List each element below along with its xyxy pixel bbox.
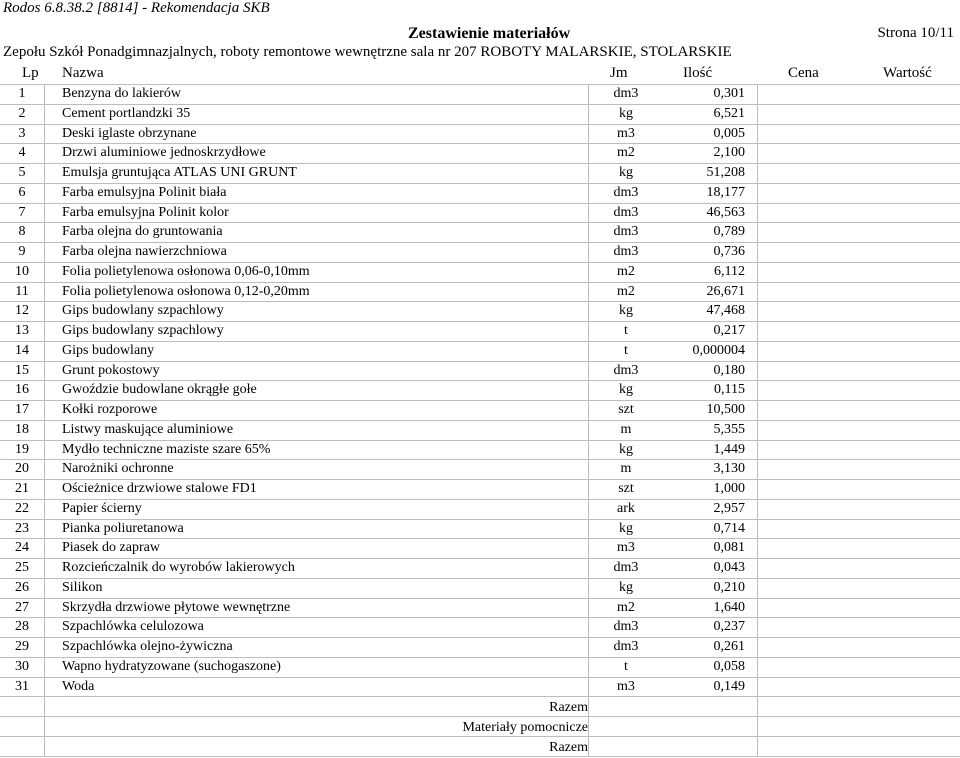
- row-name: Emulsja gruntująca ATLAS UNI GRUNT: [62, 165, 297, 180]
- table-row: [0, 440, 960, 460]
- row-unit: ark: [617, 500, 635, 516]
- table-row: [0, 262, 960, 282]
- row-divider: [0, 84, 960, 85]
- row-name: Papier ścierny: [62, 500, 142, 516]
- table-row: [0, 124, 960, 144]
- row-qty: 26,671: [706, 283, 745, 299]
- row-unit: m: [620, 461, 632, 477]
- row-name: Rozcieńczalnik do wyrobów lakierowych: [62, 560, 295, 575]
- table-row: [0, 84, 960, 104]
- row-qty: 6,521: [713, 105, 745, 121]
- row-lp: 26: [15, 579, 29, 595]
- row-lp: 22: [15, 500, 29, 516]
- table-row: [0, 459, 960, 479]
- table-row: [0, 420, 960, 440]
- row-unit: m3: [617, 540, 635, 556]
- row-divider: [0, 203, 960, 204]
- row-unit: dm3: [613, 204, 639, 220]
- row-qty: 1,000: [713, 481, 745, 496]
- page-number: Strona 10/11: [877, 25, 954, 41]
- table-row: [0, 617, 960, 637]
- row-name: Benzyna do lakierów: [62, 86, 181, 101]
- row-divider: [0, 104, 960, 105]
- row-name: Kołki rozporowe: [62, 402, 158, 417]
- row-unit: kg: [619, 105, 633, 121]
- row-unit: dm3: [613, 560, 639, 575]
- row-qty: 0,301: [713, 86, 745, 101]
- row-unit: m2: [617, 599, 635, 615]
- total-label: Razem: [549, 700, 588, 715]
- col-price: Cena: [788, 65, 819, 81]
- col-qty: Ilość: [683, 65, 713, 81]
- row-lp: 8: [18, 224, 26, 240]
- row-divider: [0, 380, 960, 381]
- aux-materials-row: [0, 718, 960, 738]
- row-name: Piasek do zapraw: [62, 540, 160, 556]
- row-unit: kg: [619, 303, 633, 319]
- table-row: [0, 558, 960, 578]
- row-qty: 0,058: [713, 658, 745, 674]
- row-name: Grunt pokostowy: [62, 362, 160, 378]
- row-name: Skrzydła drzwiowe płytowe wewnętrzne: [62, 599, 291, 615]
- row-lp: 28: [15, 619, 29, 635]
- row-divider: [0, 400, 960, 401]
- row-divider: [0, 163, 960, 164]
- row-name: Gips budowlany szpachlowy: [62, 303, 224, 319]
- row-name: Szpachlówka olejno-żywiczna: [62, 639, 233, 654]
- row-name: Mydło techniczne maziste szare 65%: [62, 441, 271, 457]
- row-qty: 0,789: [713, 224, 745, 240]
- grand-total-row: [0, 738, 960, 758]
- row-name: Wapno hydratyzowane (suchogaszone): [62, 658, 281, 674]
- table-row: [0, 578, 960, 598]
- table-row: [0, 242, 960, 262]
- row-lp: 25: [15, 560, 29, 575]
- row-qty: 5,355: [713, 421, 745, 437]
- row-qty: 47,468: [706, 303, 745, 319]
- table-row: [0, 519, 960, 539]
- row-divider: [0, 262, 960, 263]
- row-lp: 29: [15, 639, 29, 654]
- row-unit: m2: [617, 263, 635, 279]
- row-lp: 1: [18, 86, 26, 101]
- row-name: Narożniki ochronne: [62, 461, 174, 477]
- table-row: [0, 341, 960, 361]
- document-title: Zestawienie materiałów: [408, 25, 571, 42]
- row-lp: 30: [15, 658, 29, 674]
- table-row: [0, 321, 960, 341]
- row-qty: 0,005: [713, 125, 745, 141]
- row-name: Folia polietylenowa osłonowa 0,06-0,10mm: [62, 263, 310, 279]
- row-divider: [0, 321, 960, 322]
- row-unit: m: [620, 421, 632, 437]
- row-divider: [0, 420, 960, 421]
- row-divider: [0, 440, 960, 441]
- row-lp: 15: [15, 362, 29, 378]
- row-name: Gwoździe budowlane okrągłe gołe: [62, 382, 257, 398]
- row-qty: 0,043: [713, 560, 745, 575]
- row-name: Pianka poliuretanowa: [62, 520, 184, 536]
- table-row: [0, 380, 960, 400]
- row-name: Farba olejna do gruntowania: [62, 224, 223, 240]
- row-qty: 0,261: [713, 639, 745, 654]
- row-qty: 46,563: [706, 204, 745, 220]
- row-divider: [0, 499, 960, 500]
- row-unit: t: [624, 658, 628, 674]
- table-row: [0, 143, 960, 163]
- table-row: [0, 400, 960, 420]
- table-row: [0, 301, 960, 321]
- row-name: Gips budowlany szpachlowy: [62, 323, 224, 338]
- row-lp: 17: [15, 402, 29, 417]
- table-row: [0, 222, 960, 242]
- row-divider: [0, 558, 960, 559]
- row-divider: [0, 459, 960, 460]
- row-name: Woda: [62, 678, 95, 694]
- table-row: [0, 538, 960, 558]
- row-divider: [0, 578, 960, 579]
- row-divider: [0, 361, 960, 362]
- row-unit: szt: [618, 402, 634, 417]
- row-divider: [0, 222, 960, 223]
- row-name: Silikon: [62, 579, 103, 595]
- row-qty: 18,177: [706, 184, 745, 200]
- row-qty: 0,180: [713, 362, 745, 378]
- row-name: Ościeżnice drzwiowe stalowe FD1: [62, 481, 257, 496]
- row-unit: szt: [618, 481, 634, 496]
- grand-total-label: Razem: [549, 740, 588, 755]
- table-row: [0, 598, 960, 618]
- row-qty: 6,112: [714, 263, 745, 279]
- row-unit: dm3: [613, 639, 639, 654]
- row-unit: kg: [619, 441, 633, 457]
- row-lp: 3: [18, 125, 26, 141]
- row-lp: 13: [15, 323, 29, 338]
- row-unit: kg: [619, 579, 633, 595]
- table-header: [0, 65, 960, 85]
- row-qty: 10,500: [706, 402, 745, 417]
- row-lp: 10: [15, 263, 29, 279]
- table-row: [0, 163, 960, 183]
- row-unit: m2: [617, 145, 635, 161]
- table-row: [0, 361, 960, 381]
- row-divider: [0, 479, 960, 480]
- column-divider: [44, 84, 45, 756]
- row-name: Folia polietylenowa osłonowa 0,12-0,20mm: [62, 283, 310, 299]
- materials-table: [0, 84, 960, 696]
- table-row: [0, 282, 960, 302]
- column-divider: [588, 84, 589, 756]
- row-qty: 51,208: [706, 165, 745, 180]
- table-row: [0, 479, 960, 499]
- row-lp: 9: [18, 244, 26, 259]
- table-row: [0, 499, 960, 519]
- row-lp: 6: [18, 184, 26, 200]
- row-qty: 0,149: [713, 678, 745, 694]
- row-divider: [0, 301, 960, 302]
- row-divider: [0, 143, 960, 144]
- app-title: Rodos 6.8.38.2 [8814] - Rekomendacja SKB: [3, 0, 270, 16]
- row-lp: 21: [15, 481, 29, 496]
- row-divider: [0, 242, 960, 243]
- row-lp: 5: [18, 165, 26, 180]
- row-qty: 0,217: [713, 323, 745, 338]
- table-row: [0, 657, 960, 677]
- document-subtitle: Zepołu Szkół Ponadgimnazjalnych, roboty remontowe wewnętrzne sala nr 207 ROBOTY MALARSKIE, STOLARSKIE: [3, 44, 732, 60]
- row-qty: 0,714: [713, 520, 745, 536]
- row-lp: 31: [15, 678, 29, 694]
- row-divider: [0, 519, 960, 520]
- row-lp: 18: [15, 421, 29, 437]
- column-divider: [757, 84, 758, 756]
- col-lp: Lp: [22, 65, 39, 81]
- row-divider: [0, 657, 960, 658]
- row-divider: [0, 637, 960, 638]
- row-unit: m2: [617, 283, 635, 299]
- row-unit: kg: [619, 382, 633, 398]
- row-unit: m3: [617, 678, 635, 694]
- table-row: [0, 677, 960, 697]
- row-unit: t: [624, 342, 628, 358]
- row-lp: 7: [18, 204, 26, 220]
- col-unit: Jm: [610, 65, 628, 81]
- row-name: Farba emulsyjna Polinit biała: [62, 184, 227, 200]
- row-unit: dm3: [613, 184, 639, 200]
- row-divider: [0, 124, 960, 125]
- row-unit: kg: [619, 520, 633, 536]
- row-unit: t: [624, 323, 628, 338]
- row-qty: 0,081: [713, 540, 745, 556]
- total-row: [0, 698, 960, 718]
- row-divider: [0, 677, 960, 678]
- row-name: Cement portlandzki 35: [62, 105, 191, 121]
- row-qty: 2,957: [713, 500, 745, 516]
- row-divider: [0, 341, 960, 342]
- row-divider: [0, 183, 960, 184]
- row-divider: [0, 282, 960, 283]
- table-row: [0, 203, 960, 223]
- row-unit: dm3: [613, 244, 639, 259]
- table-row: [0, 637, 960, 657]
- row-unit: dm3: [613, 224, 639, 240]
- row-name: Farba olejna nawierzchniowa: [62, 244, 227, 259]
- table-row: [0, 183, 960, 203]
- row-divider: [0, 598, 960, 599]
- row-qty: 0,237: [713, 619, 745, 635]
- row-lp: 2: [18, 105, 26, 121]
- row-lp: 11: [15, 283, 29, 299]
- row-lp: 24: [15, 540, 29, 556]
- row-unit: m3: [617, 125, 635, 141]
- row-name: Gips budowlany: [62, 342, 155, 358]
- row-lp: 19: [15, 441, 29, 457]
- row-lp: 23: [15, 520, 29, 536]
- row-qty: 2,100: [713, 145, 745, 161]
- row-qty: 1,640: [713, 599, 745, 615]
- row-lp: 27: [15, 599, 29, 615]
- row-unit: kg: [619, 165, 633, 180]
- row-name: Szpachlówka celulozowa: [62, 619, 204, 635]
- row-lp: 20: [15, 461, 29, 477]
- row-qty: 0,736: [713, 244, 745, 259]
- row-name: Listwy maskujące aluminiowe: [62, 421, 234, 437]
- row-qty: 0,115: [714, 382, 745, 398]
- row-lp: 12: [15, 303, 29, 319]
- row-lp: 16: [15, 382, 29, 398]
- row-qty: 0,210: [713, 579, 745, 595]
- row-lp: 14: [15, 342, 29, 358]
- row-unit: dm3: [613, 619, 639, 635]
- row-qty: 3,130: [713, 461, 745, 477]
- row-divider: [0, 617, 960, 618]
- row-name: Drzwi aluminiowe jednoskrzydłowe: [62, 145, 266, 161]
- row-divider: [0, 538, 960, 539]
- col-name: Nazwa: [62, 65, 104, 81]
- row-lp: 4: [18, 145, 26, 161]
- aux-materials-label: Materiały pomocnicze: [462, 720, 588, 735]
- row-name: Farba emulsyjna Polinit kolor: [62, 204, 229, 220]
- row-qty: 0,000004: [692, 342, 745, 358]
- table-row: [0, 104, 960, 124]
- row-unit: dm3: [613, 362, 639, 378]
- row-name: Deski iglaste obrzynane: [62, 125, 197, 141]
- row-unit: dm3: [613, 86, 639, 101]
- col-value: Wartość: [883, 65, 932, 81]
- row-qty: 1,449: [713, 441, 745, 457]
